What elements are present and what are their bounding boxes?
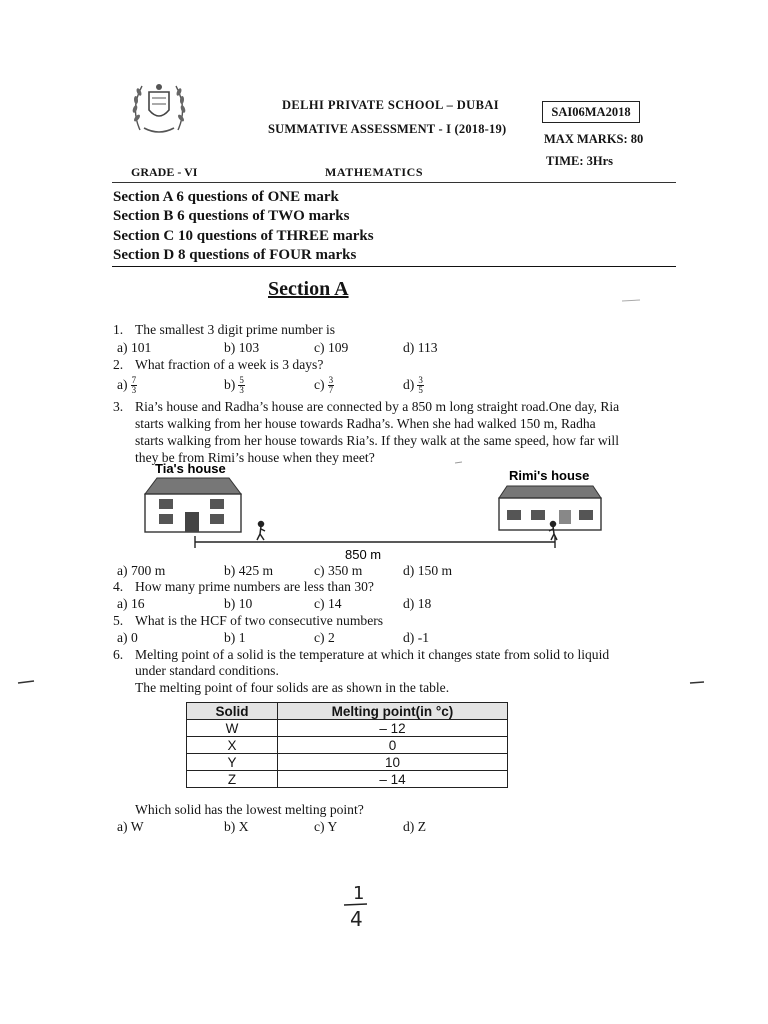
left-house-label: Tia's house — [155, 461, 226, 476]
option-c: c) 2 — [314, 630, 335, 645]
option-d: d) -1 — [403, 630, 430, 645]
cell-melting-point: 0 — [278, 737, 508, 754]
option-d: d) 113 — [403, 340, 438, 355]
option-a: a) 101 — [117, 340, 152, 355]
cell-melting-point: – 12 — [278, 720, 508, 737]
question-number: 4. — [113, 579, 124, 594]
grade-label: GRADE - VI — [131, 165, 198, 179]
right-house-label: Rimi's house — [509, 468, 590, 483]
question-text-line-1: Ria’s house and Radha’s house are connected by a 850 m long straight road.One day, Ria — [135, 399, 620, 414]
option-b: b) 10 — [224, 596, 253, 611]
option-c: c) 109 — [314, 340, 349, 355]
column-header-solid: Solid — [187, 703, 278, 720]
question-number: 6. — [113, 647, 124, 662]
subject-label: MATHEMATICS — [325, 165, 424, 179]
question-text: What is the HCF of two consecutive numbers — [135, 613, 384, 628]
option-b: b) 103 — [224, 340, 260, 355]
option-d: d) 18 — [403, 596, 432, 611]
option-d: d) 150 m — [403, 563, 453, 578]
question-text: The smallest 3 digit prime number is — [135, 322, 336, 337]
page-mark-top: 1 — [353, 883, 365, 904]
page-mark-bottom: 4 — [350, 907, 363, 931]
question-text-line-3: The melting point of four solids are as shown in the table. — [135, 680, 450, 695]
option-d: d) $\frac{3}{5}$ — [403, 375, 423, 396]
option-d: d) Z — [403, 819, 427, 834]
school-name: DELHI PRIVATE SCHOOL – DUBAI — [282, 98, 500, 112]
question-text: How many prime numbers are less than 30? — [135, 579, 374, 594]
option-a: a) 0 — [117, 630, 138, 645]
question-number: 1. — [113, 322, 124, 337]
distance-label: 850 m — [345, 547, 382, 562]
option-b: b) 1 — [224, 630, 246, 645]
question-text: What fraction of a week is 3 days? — [135, 357, 324, 372]
cell-solid: X — [187, 737, 278, 754]
option-c: c) Y — [314, 819, 338, 834]
option-a: a) $\frac{7}{3}$ — [117, 375, 137, 396]
option-b: b) 425 m — [224, 563, 274, 578]
option-a: a) 16 — [117, 596, 145, 611]
cell-solid: Z — [187, 771, 278, 788]
section-info-b: Section B 6 questions of TWO marks — [113, 208, 350, 225]
section-info-c: Section C 10 questions of THREE marks — [113, 227, 374, 244]
exam-time: TIME: 3Hrs — [546, 154, 614, 168]
option-c: c) 350 m — [314, 563, 363, 578]
option-b: b) $\frac{5}{3}$ — [224, 375, 244, 396]
question-number: 3. — [113, 399, 124, 414]
max-marks: MAX MARKS: 80 — [544, 132, 644, 146]
option-a: a) W — [117, 819, 144, 834]
option-c: c) $\frac{3}{7}$ — [314, 375, 334, 396]
cell-solid: Y — [187, 754, 278, 771]
option-a: a) 700 m — [117, 563, 166, 578]
question-text-line-1: Melting point of a solid is the temperature at which it changes state from solid to liquid — [135, 647, 610, 662]
question-number: 5. — [113, 613, 124, 628]
assessment-title: SUMMATIVE ASSESSMENT - I (2018-19) — [268, 122, 507, 136]
question-text-line-4: they be from Rimi’s house when they meet? — [135, 450, 375, 465]
cell-solid: W — [187, 720, 278, 737]
cell-melting-point: – 14 — [278, 771, 508, 788]
option-b: b) X — [224, 819, 249, 834]
question-6-prompt: Which solid has the lowest melting point? — [135, 802, 364, 817]
column-header-melting-point: Melting point(in °c) — [278, 703, 508, 720]
section-title: Section A — [268, 278, 349, 300]
question-number: 2. — [113, 357, 124, 372]
question-text-line-2: under standard conditions. — [135, 663, 279, 678]
section-info-a: Section A 6 questions of ONE mark — [113, 189, 339, 205]
question-text-line-2: starts walking from her house towards Radha’s. When she had walked 150 m, Radha — [135, 416, 596, 431]
question-text-line-3: starts walking from her house towards Ria’s. If they walk at the same speed, how far will — [135, 433, 619, 448]
paper-code: SAI06MA2018 — [542, 101, 640, 123]
option-c: c) 14 — [314, 596, 342, 611]
section-info-d: Section D 8 questions of FOUR marks — [113, 246, 357, 263]
cell-melting-point: 10 — [278, 754, 508, 771]
